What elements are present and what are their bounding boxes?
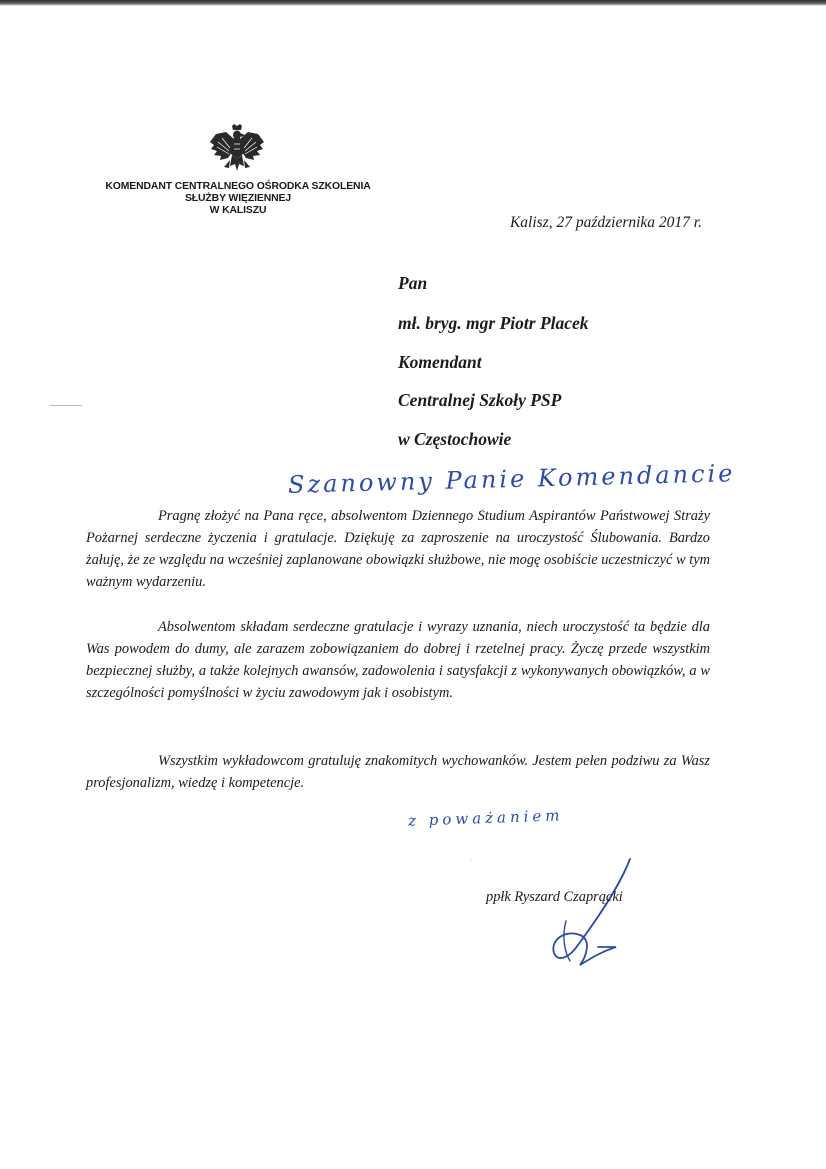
scan-speck	[50, 405, 82, 406]
polish-white-eagle-icon	[208, 124, 266, 176]
body-paragraph-3: Wszystkim wykładowcom gratuluję znakomitych wychowanków. Jestem pełen podziwu za Wasz profesjonalizm, wiedzę i kompetencje.	[86, 753, 710, 791]
addressee-name: mł. bryg. mgr Piotr Placek	[398, 313, 589, 333]
letter-date: Kalisz, 27 października 2017 r.	[509, 214, 702, 231]
addressee-city: w Częstochowie	[398, 429, 512, 449]
addressee-institution: Centralnej Szkoły PSP	[398, 390, 562, 410]
addressee-position: Komendant	[398, 352, 482, 372]
handwritten-greeting: Szanowny Panie Komendancie	[287, 459, 736, 499]
scan-mark: ·	[470, 856, 473, 864]
issuer-header	[100, 181, 376, 217]
signatory-name: ppłk Ryszard Czaprącki	[486, 889, 623, 905]
addressee-pan: Pan	[398, 273, 428, 293]
handwritten-closing: z poważaniem	[407, 806, 564, 830]
issuer-header-line: KOMENDANT CENTRALNEGO OŚRODKA SZKOLENIA	[105, 181, 371, 192]
issuer-header-line: SŁUŻBY WIĘZIENNEJ	[184, 193, 292, 204]
body-paragraph-2: Absolwentom składam serdeczne gratulacje i wyrazy uznania, niech uroczystość ta będzie dla Was powodem do dumy, ale zarazem zobowiązaniem do dobrej i rzetelnej pracy. Życzę przede wszystkim bezpiecznej służby, a także kolejnych awansów, zadowolenia i satysfakcji z wykonywanych obowiązków, a w szczególności pomyślności w życiu zawodowym jak i osobistym.	[86, 619, 710, 701]
body-paragraph-1: Pragnę złożyć na Pana ręce, absolwentom Dziennego Studium Aspirantów Państwowej Straży Pożarnej serdeczne życzenia i gratulacje. Dziękuję za zaproszenie na uroczystość Ślubowania. Bardzo żałuję, że ze względu na wcześniej zaplanowane obowiązki służbowe, nie mogę osobiście uczestniczyć w tym ważnym wydarzeniu.	[86, 508, 710, 590]
scan-edge	[0, 0, 826, 6]
issuer-header-line: W KALISZU	[209, 205, 267, 216]
handwritten-signature	[540, 855, 680, 975]
